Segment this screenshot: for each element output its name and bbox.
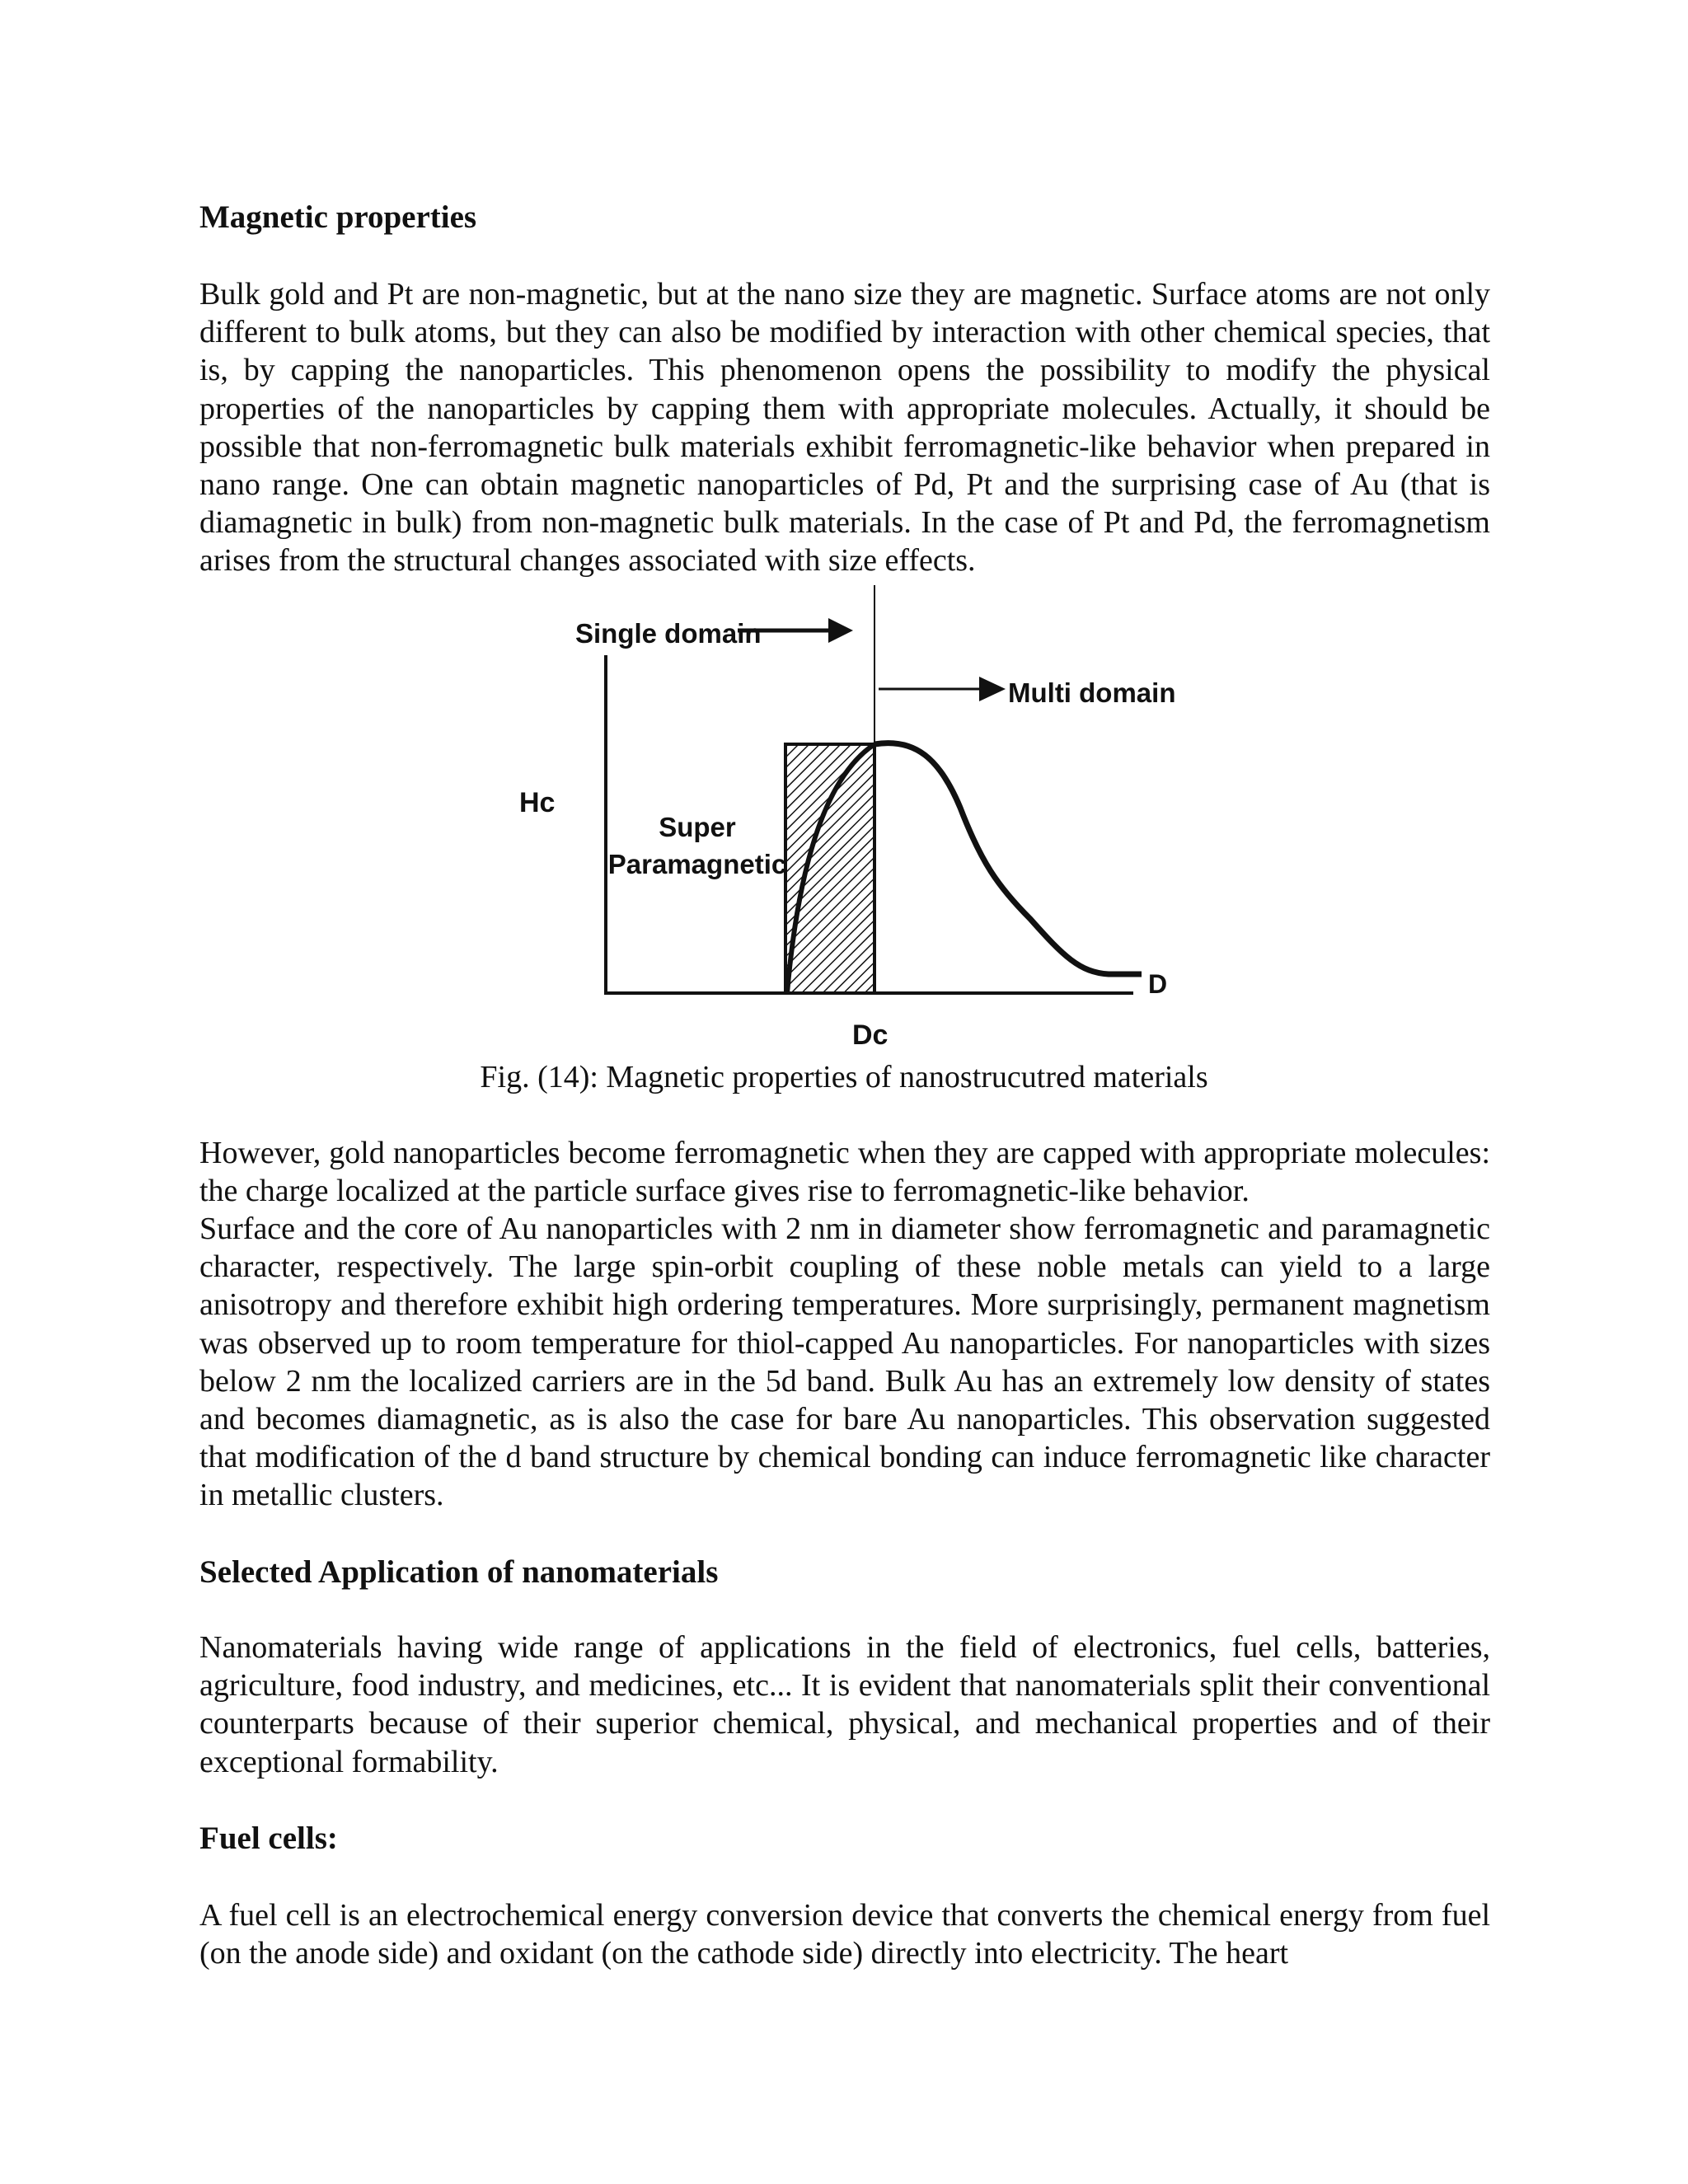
paramagnetic-label: Paramagnetic xyxy=(607,849,787,879)
figure-caption: Fig. (14): Magnetic properties of nanostrucutred materials xyxy=(480,1060,1208,1094)
superparamagnetic-region xyxy=(785,744,874,993)
super-label: Super xyxy=(659,812,736,842)
heading-selected-applications: Selected Application of nanomaterials xyxy=(199,1554,719,1590)
y-axis-label: Hc xyxy=(519,787,556,818)
single-domain-arrowhead xyxy=(828,618,853,643)
heading-fuel-cells: Fuel cells: xyxy=(199,1821,338,1856)
critical-diameter-label: Dc xyxy=(852,1019,889,1051)
paragraph-fuel-cells: A fuel cell is an electrochemical energy conversion device that converts the chemical energy from fuel (on the anode side) and oxidant (on the cathode side) directly into electricity. The heart xyxy=(199,1898,1490,1971)
paragraph-applications: Nanomaterials having wide range of applications in the field of electronics, fuel cells, batteries, agriculture, food industry, and medicines, etc... It is evident that nanomaterials split their conventional counterparts because of their superior chemical, physical, and mechanical properties and of their exceptional formability. xyxy=(199,1630,1490,1779)
single-domain-label: Single domain xyxy=(575,618,762,649)
x-axis-label: D xyxy=(1148,969,1168,999)
multi-domain-arrowhead xyxy=(979,677,1006,701)
coercivity-curve xyxy=(874,743,1142,974)
multi-domain-label: Multi domain xyxy=(1008,677,1176,708)
heading-magnetic-properties: Magnetic properties xyxy=(199,199,477,235)
paragraph-gold-capping: However, gold nanoparticles become ferromagnetic when they are capped with appropriate molecules: the charge localized at the particle surface gives rise to ferromagnetic-like behavior. xyxy=(199,1136,1490,1209)
paragraph-au-nanoparticles: Surface and the core of Au nanoparticles with 2 nm in diameter show ferromagnetic and paramagnetic character, respectively. The large spin-orbit coupling of these noble metals can yield to a large anisotropy and therefore exhibit high ordering temperatures. More surprisingly, permanent magnetism was observed up to room temperature for thiol-capped Au nanoparticles. For nanoparticles with sizes below 2 nm the localized carriers are in the 5d band. Bulk Au has an extremely low density of states and becomes diamagnetic, as is also the case for bare Au nanoparticles. This observation suggested that modification of the d band structure by chemical bonding can induce ferromagnetic like character in metallic clusters. xyxy=(199,1212,1490,1513)
paragraph-magnetic-intro: Bulk gold and Pt are non-magnetic, but at the nano size they are magnetic. Surface atoms are not only different to bulk atoms, but they can also be modified by interaction with other chemical species, that is, by capping the nanoparticles. This phenomenon opens the possibility to modify the physical properties of the nanoparticles by capping them with appropriate molecules. Actually, it should be possible that non-ferromagnetic bulk materials exhibit ferromagnetic-like behavior when prepared in nano range. One can obtain magnetic nanoparticles of Pd, Pt and the surprising case of Au (that is diamagnetic in bulk) from non-magnetic bulk materials. In the case of Pt and Pd, the ferromagnetism arises from the structural changes associated with size effects. xyxy=(199,277,1490,579)
